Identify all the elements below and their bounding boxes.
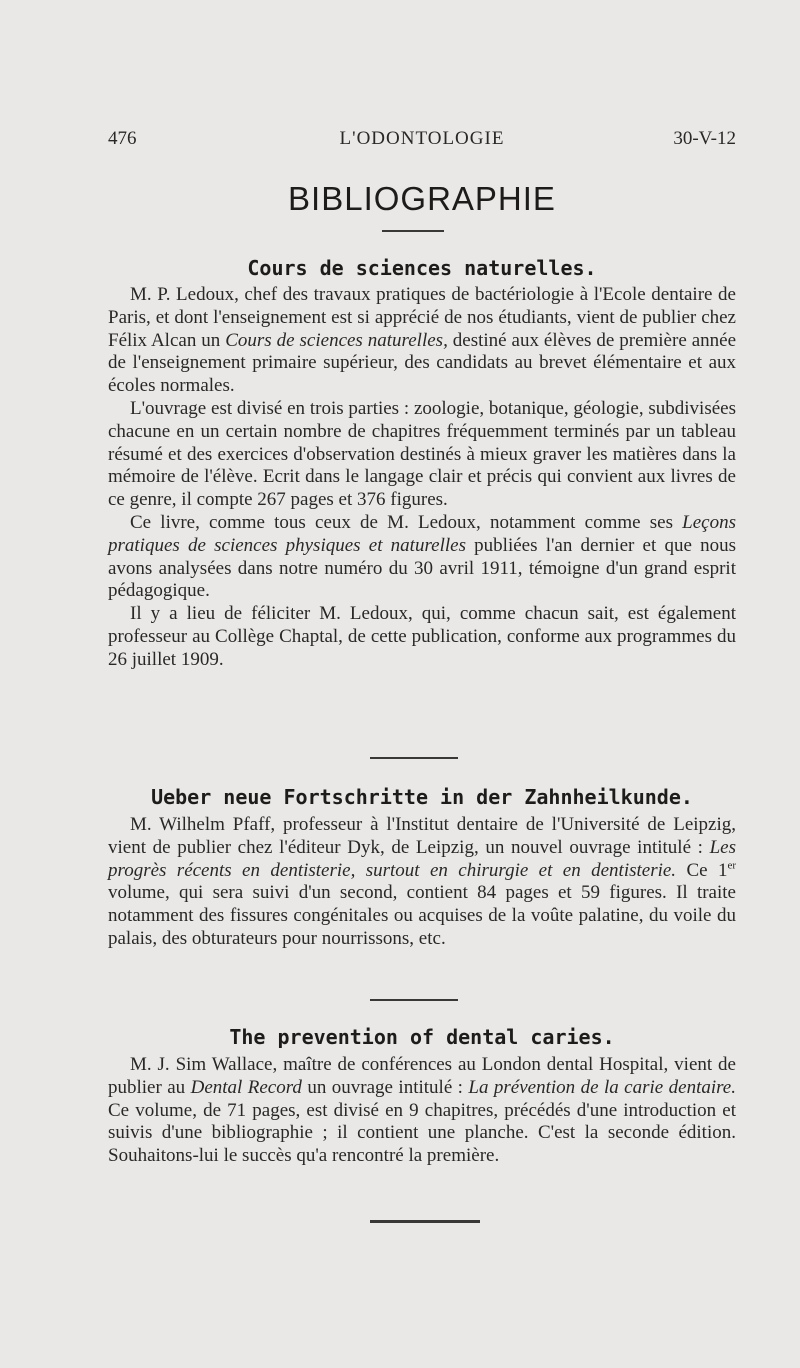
- paragraph: [108, 284, 736, 398]
- section-heading: Cours de sciences naturelles.: [247, 256, 597, 280]
- paragraph: [108, 1054, 736, 1168]
- section-body: [108, 1054, 736, 1168]
- text-run: Ce 1: [676, 859, 728, 881]
- text-run: Ce livre, comme tous ceux de M. Ledoux, notamment comme ses: [130, 511, 683, 533]
- journal-title: L'ODONTOLOGIE: [339, 128, 505, 149]
- page-number: 476: [108, 128, 137, 149]
- paragraph: [108, 814, 736, 951]
- text-run: L'ouvrage est divisé en trois parties : zoologie, botanique, géologie, subdivisées chacune en un certain nombre de chapitres fréquemment terminés par un tableau résumé et des exercices d'observation destinés à mieux graver les matières dans la mémoire de l'élève. Ecrit dans le langage clair et précis qui convient aux livres de ce genre, il compte 267 pages et 376 figures.: [108, 397, 736, 511]
- closing-rule: [370, 1220, 480, 1223]
- superscript: er: [727, 859, 736, 872]
- italic-title: La prévention de la carie dentaire.: [468, 1076, 736, 1098]
- paragraph: [108, 512, 736, 603]
- issue-date: 30-V-12: [673, 128, 736, 149]
- running-head: [108, 128, 736, 154]
- text-run: publiées l'an dernier et que nous avons analysées dans notre numéro du 30 avril 1911, témoigne d'un grand esprit pédagogique.: [108, 534, 736, 602]
- paragraph: [108, 603, 736, 671]
- text-run: M. P. Ledoux, chef des travaux pratiques de bactériologie à l'Ecole dentaire de Paris, et dont l'enseignement est si apprécié de nos étudiants, vient de publier chez Félix Alcan un: [108, 284, 736, 351]
- italic-title: Dental Record: [190, 1076, 302, 1098]
- text-run: Il y a lieu de féliciter M. Ledoux, qui, comme chacun sait, est également professeur au Collège Chaptal, de cette publication, conforme aux programmes du 26 juillet 1909.: [108, 603, 736, 670]
- text-run: M. Wilhelm Pfaff, professeur à l'Institut dentaire de l'Université de Leipzig, vient de publier chez l'éditeur Dyk, de Leipzig, un nouvel ouvrage intitulé :: [108, 814, 736, 858]
- text-run: M. J. Sim Wallace, maître de conférences au London dental Hospital, vient de publier au: [108, 1054, 736, 1098]
- section-body: [108, 284, 736, 672]
- italic-title: Cours de sciences naturelles,: [225, 329, 448, 351]
- italic-title: Leçons pratiques de sciences physiques et naturelles: [108, 511, 736, 556]
- section-divider: [370, 999, 458, 1001]
- section-heading: The prevention of dental caries.: [229, 1025, 615, 1049]
- text-run: Ce volume, de 71 pages, est divisé en 9 chapitres, précédés d'une introduction et suivis d'une bibliographie ; il contient une planche. C'est la seconde édition. Souhaitons-lui le succès qu'a rencontré la première.: [108, 1099, 736, 1167]
- section-body: [108, 814, 736, 951]
- title-rule: [382, 230, 444, 232]
- italic-title: Les progrès récents en dentisterie, surtout en chirurgie et en dentisterie.: [108, 836, 736, 881]
- paragraph: [108, 398, 736, 512]
- book-page: [108, 0, 736, 1368]
- text-run: destiné aux élèves de première année de l'enseignement primaire supérieur, des candidats au brevet élémentaire et aux écoles normales.: [108, 329, 736, 397]
- text-run: volume, qui sera suivi d'un second, contient 84 pages et 59 figures. Il traite notamment des fissures congénitales ou acquises de la voûte palatine, du voile du palais, des obturateurs pour nourrissons, etc.: [108, 882, 736, 949]
- section-heading: Ueber neue Fortschritte in der Zahnheilkunde.: [151, 785, 693, 809]
- section-divider: [370, 757, 458, 759]
- page-title: BIBLIOGRAPHIE: [288, 180, 556, 217]
- text-run: un ouvrage intitulé :: [301, 1076, 469, 1098]
